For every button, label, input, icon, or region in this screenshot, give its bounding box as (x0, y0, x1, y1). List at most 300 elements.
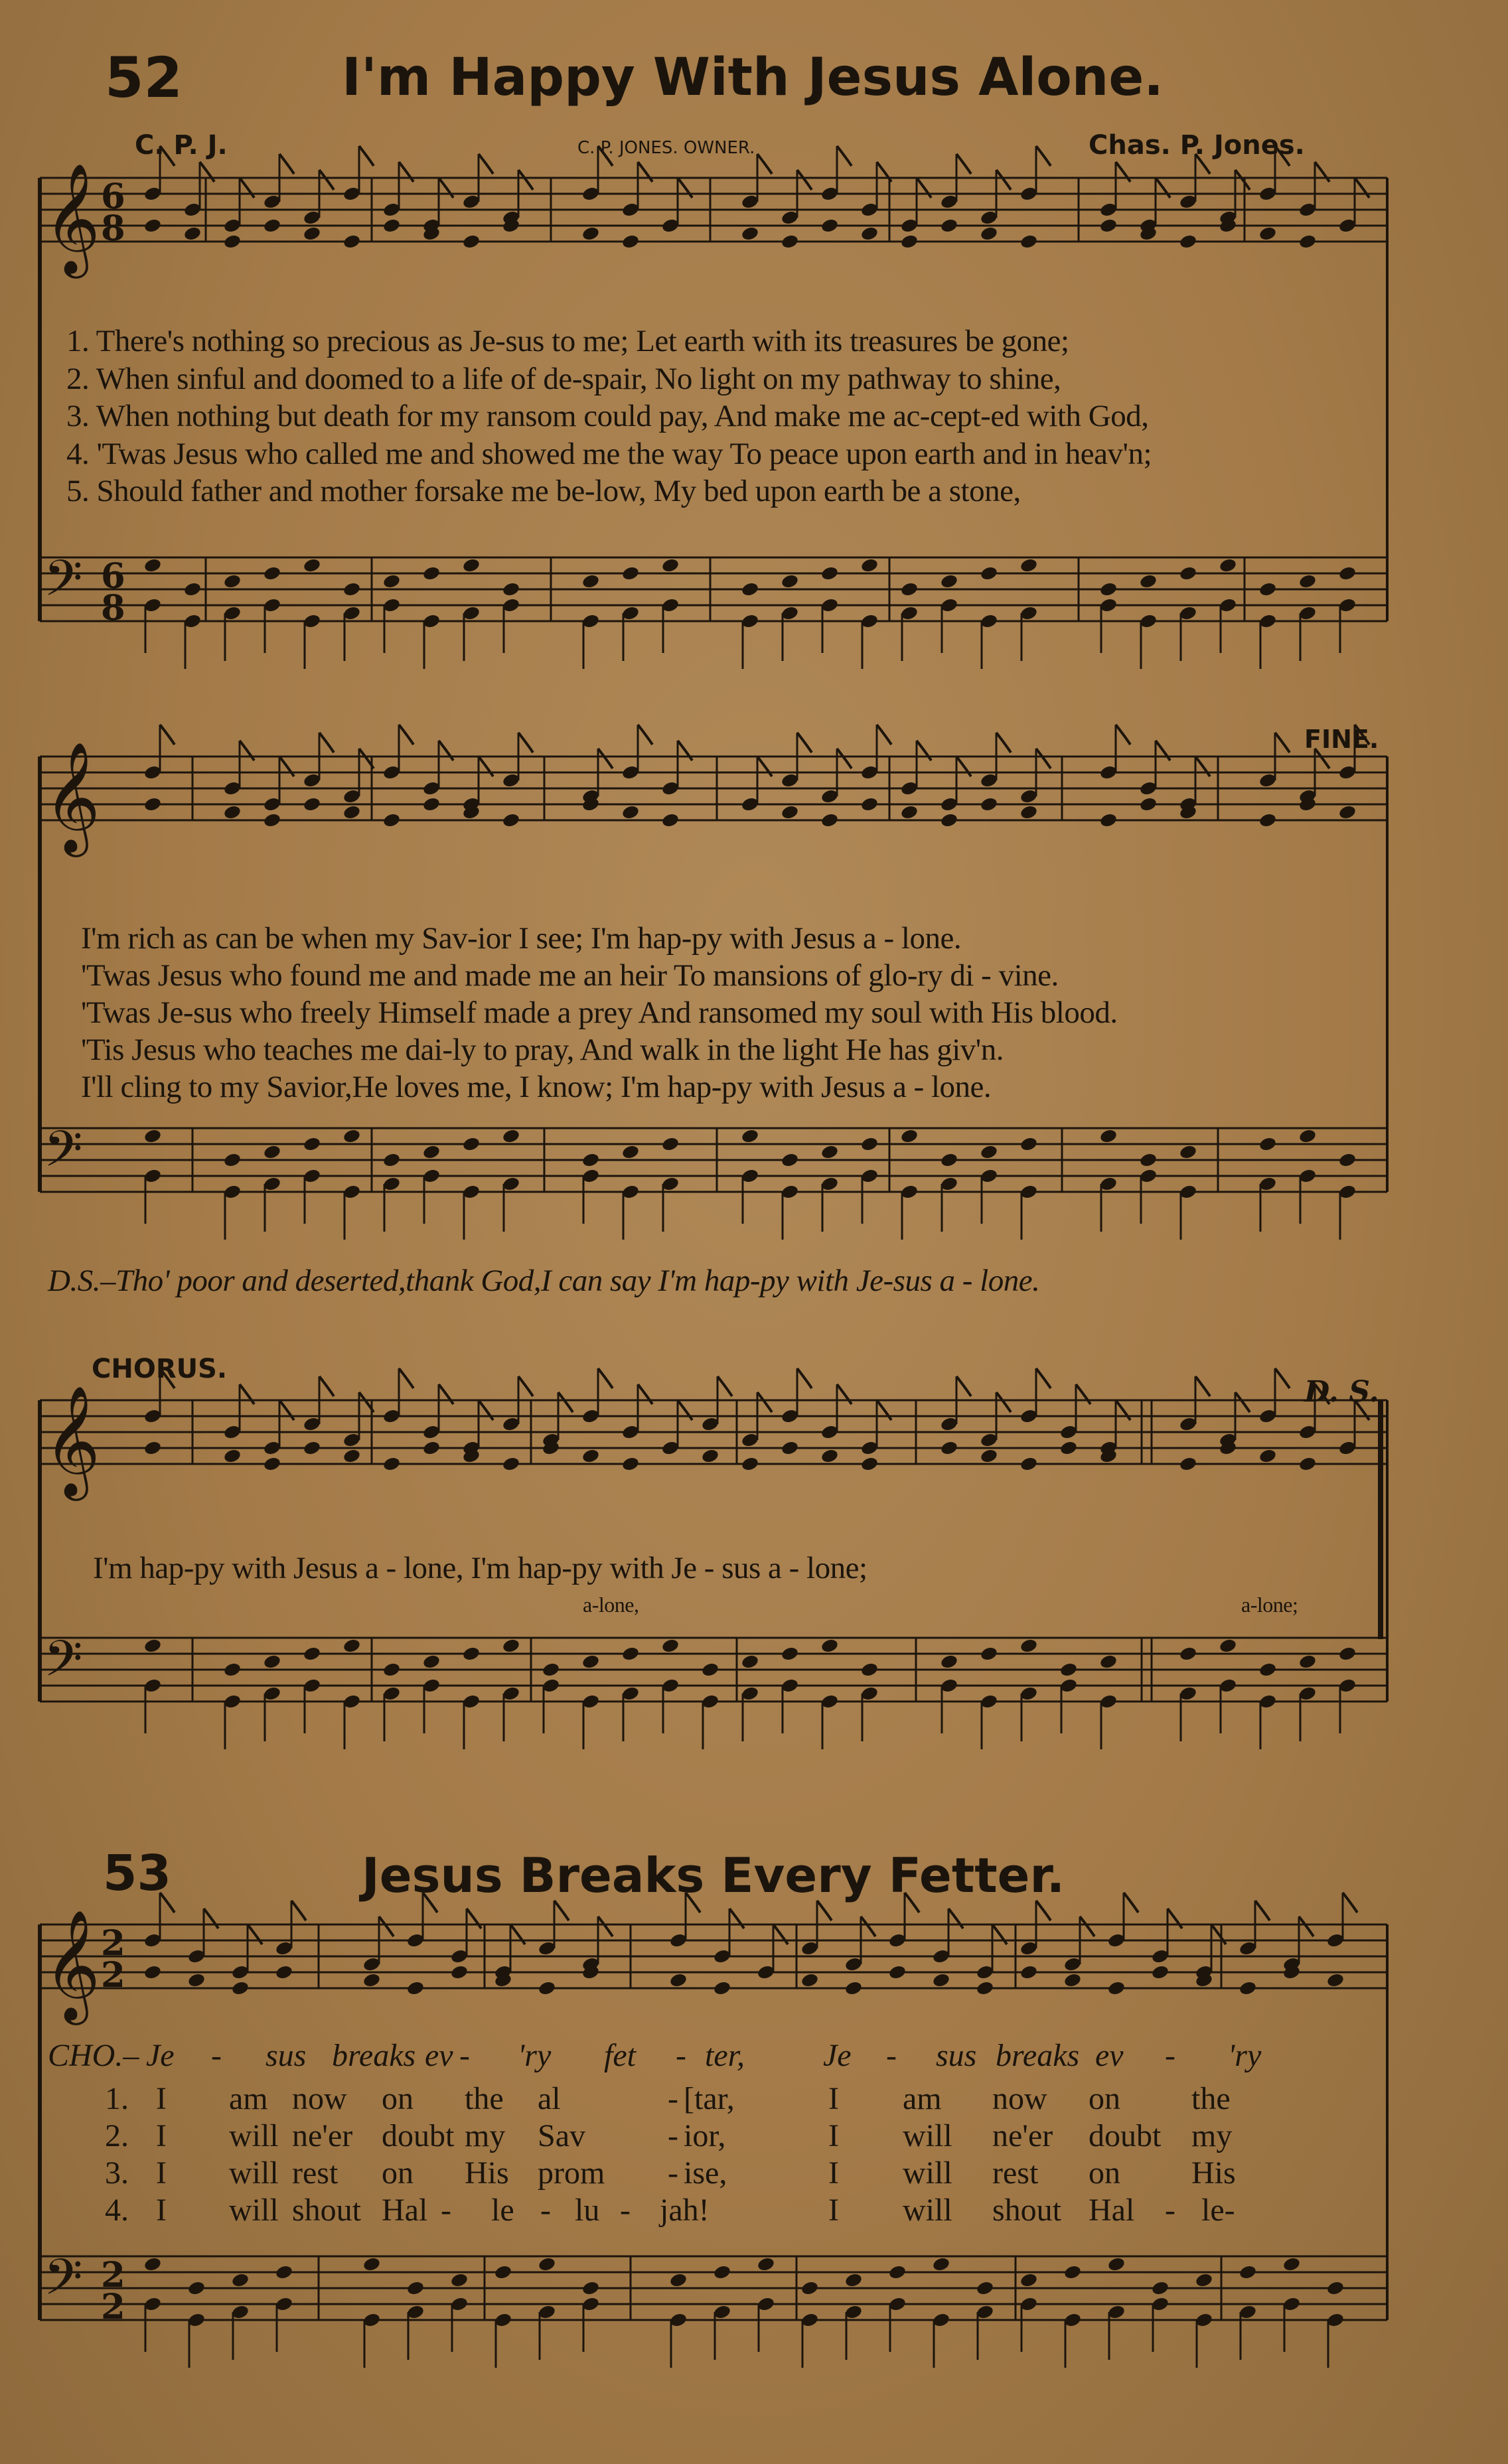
treble-clef-icon: 𝄞 (44, 162, 101, 273)
verse-word: the (465, 2081, 504, 2116)
verse-word: am (229, 2081, 268, 2116)
note-flag (1275, 146, 1290, 166)
note-head (342, 234, 361, 250)
note-head (701, 1662, 719, 1678)
note-flag (518, 170, 533, 190)
note-flag (598, 1917, 613, 1936)
note-head (1338, 804, 1357, 820)
verse-word: now (292, 2081, 347, 2116)
note-flag (1315, 749, 1329, 768)
note-head (502, 1128, 520, 1144)
note-flag (757, 154, 772, 174)
cho-word: Je (823, 2038, 852, 2073)
note-head (342, 581, 361, 597)
note-head (1179, 565, 1197, 581)
note-head (581, 1448, 600, 1464)
time-sig-bottom: 2 (101, 1954, 125, 1995)
note-head (976, 1980, 994, 1996)
note-head (940, 573, 958, 589)
note-head (223, 1152, 242, 1168)
note-head (263, 1654, 281, 1670)
note-head (661, 1638, 680, 1654)
note-head (1139, 796, 1158, 812)
verse-word: Hal (1089, 2193, 1135, 2228)
verse-word: Hal (382, 2193, 428, 2228)
note-head (422, 1144, 441, 1160)
verse-row: 4. 'Twas Jesus who called me and showed me the way To peace upon earth and in heav'n; (66, 436, 1152, 471)
verse-word: - (668, 2081, 678, 2116)
note-head (1019, 2272, 1038, 2288)
verse-word: will (903, 2193, 952, 2228)
note-head (661, 1136, 680, 1152)
cho-word: 'ry (518, 2038, 552, 2073)
note-head (406, 1980, 425, 1996)
verse-word: I (156, 2193, 167, 2228)
time-sig-top: 6 (101, 176, 125, 217)
note-head (1019, 234, 1038, 250)
note-head (1338, 565, 1357, 581)
verse-word: - (540, 2193, 551, 2228)
note-head (502, 1456, 520, 1472)
note-flag (160, 1893, 175, 1913)
verse-word: now (992, 2081, 1047, 2116)
note-head (1298, 234, 1317, 250)
note-flag (1235, 1392, 1250, 1412)
note-flag (160, 725, 175, 745)
note-head (581, 1152, 600, 1168)
verse-word: - (668, 2155, 678, 2191)
note-head (820, 1448, 839, 1464)
verse-word: rest (992, 2155, 1039, 2191)
note-head (1219, 1638, 1237, 1654)
time-sig-top: 6 (101, 555, 125, 597)
note-head (621, 1144, 640, 1160)
note-head (303, 1440, 321, 1456)
time-sig-bottom: 2 (101, 2286, 125, 2327)
note-head (303, 796, 321, 812)
note-flag (1036, 146, 1051, 166)
note-flag (319, 1376, 334, 1396)
cho-word: - (211, 2038, 222, 2073)
note-head (450, 1964, 469, 1980)
note-head (187, 2280, 206, 2296)
note-head (1338, 1152, 1357, 1168)
note-head (757, 2256, 775, 2272)
note-head (450, 2272, 469, 2288)
cho-word: - (886, 2038, 897, 2073)
note-head (940, 218, 958, 234)
note-head (462, 1136, 481, 1152)
note-head (143, 1128, 162, 1144)
verse-word: the (1191, 2081, 1231, 2116)
note-head (741, 581, 759, 597)
note-head (661, 557, 680, 573)
verse-word: rest (292, 2155, 339, 2191)
note-flag (797, 170, 812, 190)
verse-row: 3. When nothing but death for my ransom could pay, And make me ac-cept-ed with God, (66, 399, 1149, 433)
note-head (1258, 226, 1277, 242)
note-flag (518, 733, 533, 753)
verse-word: on (382, 2081, 414, 2116)
note-head (303, 226, 321, 242)
note-flag (686, 1893, 700, 1913)
note-head (581, 226, 600, 242)
note-head (1059, 1440, 1078, 1456)
chorus-label: CHORUS. (92, 1354, 228, 1384)
note-head (342, 1638, 361, 1654)
note-head (462, 1646, 481, 1662)
cho-word: Je (146, 2038, 175, 2073)
note-head (781, 1646, 799, 1662)
note-head (980, 1646, 998, 1662)
note-head (362, 1972, 381, 1988)
note-head (1258, 1448, 1277, 1464)
note-head (422, 1654, 441, 1670)
owner-credit: C. P. JONES. OWNER. (577, 138, 755, 158)
note-head (143, 1440, 162, 1456)
note-flag (1275, 1368, 1290, 1388)
chorus-text: I'm hap-py with Jesus a - lone, I'm hap-py with Je - sus a - lone; (93, 1551, 867, 1585)
note-flag (1036, 749, 1051, 768)
note-flag (638, 725, 652, 745)
verse-word: ior, (684, 2118, 726, 2153)
verse-row: 2. When sinful and doomed to a life of de-spair, No light on my pathway to shine, (66, 361, 1061, 396)
note-flag (861, 1917, 875, 1936)
note-head (1019, 1638, 1038, 1654)
note-flag (359, 146, 374, 166)
note-head (223, 1448, 242, 1464)
note-head (382, 1456, 401, 1472)
music-credit: Chas. P. Jones. (1089, 130, 1305, 161)
note-head (820, 218, 839, 234)
verse-word: my (465, 2118, 506, 2153)
note-head (888, 1964, 907, 1980)
note-head (900, 1128, 919, 1144)
note-head (1239, 1980, 1257, 1996)
note-flag (160, 1368, 175, 1388)
note-head (940, 812, 958, 828)
note-head (538, 2256, 556, 2272)
note-head (781, 573, 799, 589)
cho-word: 'ry (1228, 2038, 1262, 2073)
verse-word: - (1165, 2193, 1175, 2228)
note-head (741, 1456, 759, 1472)
note-head (888, 2264, 907, 2280)
cho-word: - (459, 2038, 470, 2073)
note-flag (837, 749, 852, 768)
note-head (860, 226, 879, 242)
verse-word: my (1191, 2118, 1233, 2153)
verse-word: am (903, 2081, 942, 2116)
note-head (263, 1456, 281, 1472)
note-head (538, 1980, 556, 1996)
note-head (1298, 1128, 1317, 1144)
note-head (820, 565, 839, 581)
note-head (844, 2272, 863, 2288)
note-head (1258, 1662, 1277, 1678)
note-head (143, 218, 162, 234)
note-flag (598, 749, 613, 768)
note-head (143, 1964, 162, 1980)
hymn-title: Jesus Breaks Every Fetter. (362, 1848, 1065, 1903)
note-flag (956, 154, 971, 174)
note-head (581, 1654, 600, 1670)
alone-echo-1: a-lone, (583, 1593, 639, 1617)
note-head (1219, 557, 1237, 573)
note-flag (1195, 1376, 1210, 1396)
note-head (713, 2264, 731, 2280)
note-flag (797, 1368, 812, 1388)
note-head (860, 1662, 879, 1678)
note-head (932, 1972, 950, 1988)
note-head (820, 812, 839, 828)
note-head (275, 1964, 293, 1980)
verse-word: le (491, 2193, 514, 2228)
verse-word: I (156, 2155, 167, 2191)
verse-word: lu (575, 2193, 600, 2228)
note-head (542, 1662, 560, 1678)
verse-row: I'll cling to my Savior,He loves me, I know; I'm hap-py with Jesus a - lone. (81, 1070, 992, 1104)
note-head (382, 1152, 401, 1168)
note-flag (956, 1376, 971, 1396)
note-head (976, 2280, 994, 2296)
time-sig-bottom: 8 (101, 587, 125, 628)
verse-word: [tar, (684, 2081, 735, 2116)
verse-word: Sav (538, 2118, 585, 2153)
ds-line: D.S.–Tho' poor and deserted,thank God,I can say I'm hap-py with Je-sus a - lone. (48, 1264, 1040, 1298)
verse-word: le- (1201, 2193, 1235, 2228)
note-head (860, 1136, 879, 1152)
note-head (669, 2272, 688, 2288)
verse-word: will (903, 2118, 952, 2153)
note-head (781, 804, 799, 820)
note-head (1099, 1654, 1118, 1670)
note-head (1099, 812, 1118, 828)
note-head (382, 218, 401, 234)
time-sig-top: 2 (101, 2254, 125, 2295)
verse-word: al (538, 2081, 561, 2116)
verse-word: - (441, 2193, 451, 2228)
note-flag (279, 154, 294, 174)
verse-number: 4. (105, 2193, 129, 2228)
note-flag (717, 1376, 732, 1396)
note-head (1019, 557, 1038, 573)
verse-word: on (382, 2155, 414, 2191)
note-flag (518, 1376, 533, 1396)
hymn-number: 52 (105, 45, 183, 110)
note-head (1107, 1980, 1126, 1996)
note-flag (1124, 1893, 1138, 1913)
verse-row: 'Tis Jesus who teaches me dai-ly to pray, And walk in the light He has giv'n. (81, 1033, 1004, 1067)
note-flag (996, 733, 1011, 753)
note-head (1298, 573, 1317, 589)
note-head (303, 1136, 321, 1152)
note-head (980, 796, 998, 812)
note-head (980, 1448, 998, 1464)
note-head (1099, 1128, 1118, 1144)
verse-word: shout (992, 2193, 1062, 2228)
note-head (231, 2272, 250, 2288)
verse-row: 1. There's nothing so precious as Je-sus to me; Let earth with its treasures be gone; (66, 324, 1069, 358)
note-flag (554, 1901, 569, 1920)
note-head (1139, 573, 1158, 589)
cho-word: sus (936, 2038, 977, 2073)
note-head (143, 796, 162, 812)
hymn-title: I'm Happy With Jesus Alone. (342, 48, 1164, 108)
note-head (860, 796, 879, 812)
note-head (303, 557, 321, 573)
note-head (741, 1128, 759, 1144)
note-head (143, 1638, 162, 1654)
note-head (741, 226, 759, 242)
note-head (187, 1972, 206, 1988)
verse-word: I (828, 2193, 839, 2228)
note-head (502, 581, 520, 597)
verse-word: ne'er (292, 2118, 353, 2153)
note-head (1298, 1654, 1317, 1670)
note-head (669, 1972, 688, 1988)
note-head (781, 1152, 799, 1168)
note-head (462, 234, 481, 250)
note-head (382, 1662, 401, 1678)
note-flag (996, 1392, 1011, 1412)
note-head (342, 1128, 361, 1144)
note-head (263, 218, 281, 234)
note-flag (319, 170, 334, 190)
note-flag (1299, 1917, 1314, 1936)
verse-number: 3. (105, 2155, 129, 2191)
note-head (422, 565, 441, 581)
note-head (820, 1144, 839, 1160)
note-head (382, 573, 401, 589)
ds-mark: D. S. (1304, 1375, 1379, 1409)
note-head (223, 804, 242, 820)
bass-clef-icon: 𝄢 (44, 549, 83, 620)
note-head (860, 557, 879, 573)
note-flag (598, 146, 613, 166)
cho-label: CHO.– (48, 2038, 139, 2073)
verse-word: shout (292, 2193, 362, 2228)
note-head (502, 1638, 520, 1654)
note-head (1139, 1152, 1158, 1168)
note-head (462, 557, 481, 573)
verse-word: I (156, 2081, 167, 2116)
note-head (900, 804, 919, 820)
cho-word: ev (1095, 2038, 1124, 2073)
cho-word: breaks (332, 2038, 416, 2073)
note-head (1059, 1662, 1078, 1678)
note-head (1179, 1646, 1197, 1662)
alone-echo-2: a-lone; (1241, 1593, 1298, 1617)
note-head (1258, 581, 1277, 597)
note-head (940, 1152, 958, 1168)
note-head (382, 812, 401, 828)
verse-word: His (1191, 2155, 1236, 2191)
note-head (940, 1654, 958, 1670)
note-flag (1036, 1901, 1051, 1920)
note-head (900, 581, 919, 597)
verse-row: I'm rich as can be when my Sav-ior I see; I'm hap-py with Jesus a - lone. (81, 921, 962, 956)
note-head (1151, 1964, 1169, 1980)
hymn-number: 53 (103, 1845, 171, 1902)
note-head (275, 2264, 293, 2280)
note-head (263, 812, 281, 828)
note-head (1019, 1456, 1038, 1472)
note-head (494, 2264, 512, 2280)
note-head (1099, 218, 1118, 234)
verse-word: I (828, 2118, 839, 2153)
note-flag (1195, 154, 1210, 174)
note-flag (598, 1368, 613, 1388)
note-flag (399, 725, 414, 745)
note-head (713, 1980, 731, 1996)
note-flag (423, 1893, 437, 1913)
treble-clef-icon: 𝄞 (44, 1384, 101, 1496)
bass-clef-icon: 𝄢 (44, 1120, 83, 1191)
bass-clef-icon: 𝄢 (44, 2248, 83, 2319)
verse-word: I (156, 2118, 167, 2153)
verse-number: 1. (105, 2081, 129, 2116)
note-flag (905, 1893, 919, 1913)
verse-word: prom (538, 2155, 605, 2191)
note-head (1107, 2256, 1126, 2272)
note-head (422, 1440, 441, 1456)
cho-word: ev (425, 2038, 453, 2073)
treble-clef-icon: 𝄞 (44, 1909, 101, 2020)
note-head (1239, 2264, 1257, 2280)
note-head (263, 565, 281, 581)
verse-word: on (1089, 2081, 1120, 2116)
note-head (502, 812, 520, 828)
note-head (701, 1448, 719, 1464)
note-head (223, 573, 242, 589)
verse-word: ise, (684, 2155, 727, 2191)
note-head (820, 1638, 839, 1654)
note-head (860, 1456, 879, 1472)
note-head (1019, 1136, 1038, 1152)
note-head (1151, 2280, 1169, 2296)
note-head (303, 1646, 321, 1662)
note-head (1019, 1964, 1038, 1980)
cho-word: - (1165, 2038, 1175, 2073)
verse-word: ne'er (992, 2118, 1053, 2153)
note-flag (1116, 725, 1130, 745)
note-head (223, 1662, 242, 1678)
note-head (980, 565, 998, 581)
note-flag (1036, 1368, 1051, 1388)
note-head (581, 2280, 600, 2296)
verse-word: I (828, 2081, 839, 2116)
note-head (263, 1144, 281, 1160)
note-head (1179, 1144, 1197, 1160)
note-head (621, 234, 640, 250)
note-flag (1235, 170, 1250, 190)
note-head (362, 2256, 381, 2272)
note-head (661, 812, 680, 828)
note-flag (1355, 725, 1369, 745)
note-head (621, 565, 640, 581)
note-head (741, 1654, 759, 1670)
note-head (1338, 1646, 1357, 1662)
fine-mark: FINE. (1304, 725, 1379, 754)
verse-word: doubt (382, 2118, 455, 2153)
cho-word: sus (265, 2038, 307, 2073)
note-flag (1255, 1901, 1270, 1920)
note-head (581, 573, 600, 589)
note-head (223, 234, 242, 250)
note-head (1258, 812, 1277, 828)
note-head (1179, 234, 1197, 250)
